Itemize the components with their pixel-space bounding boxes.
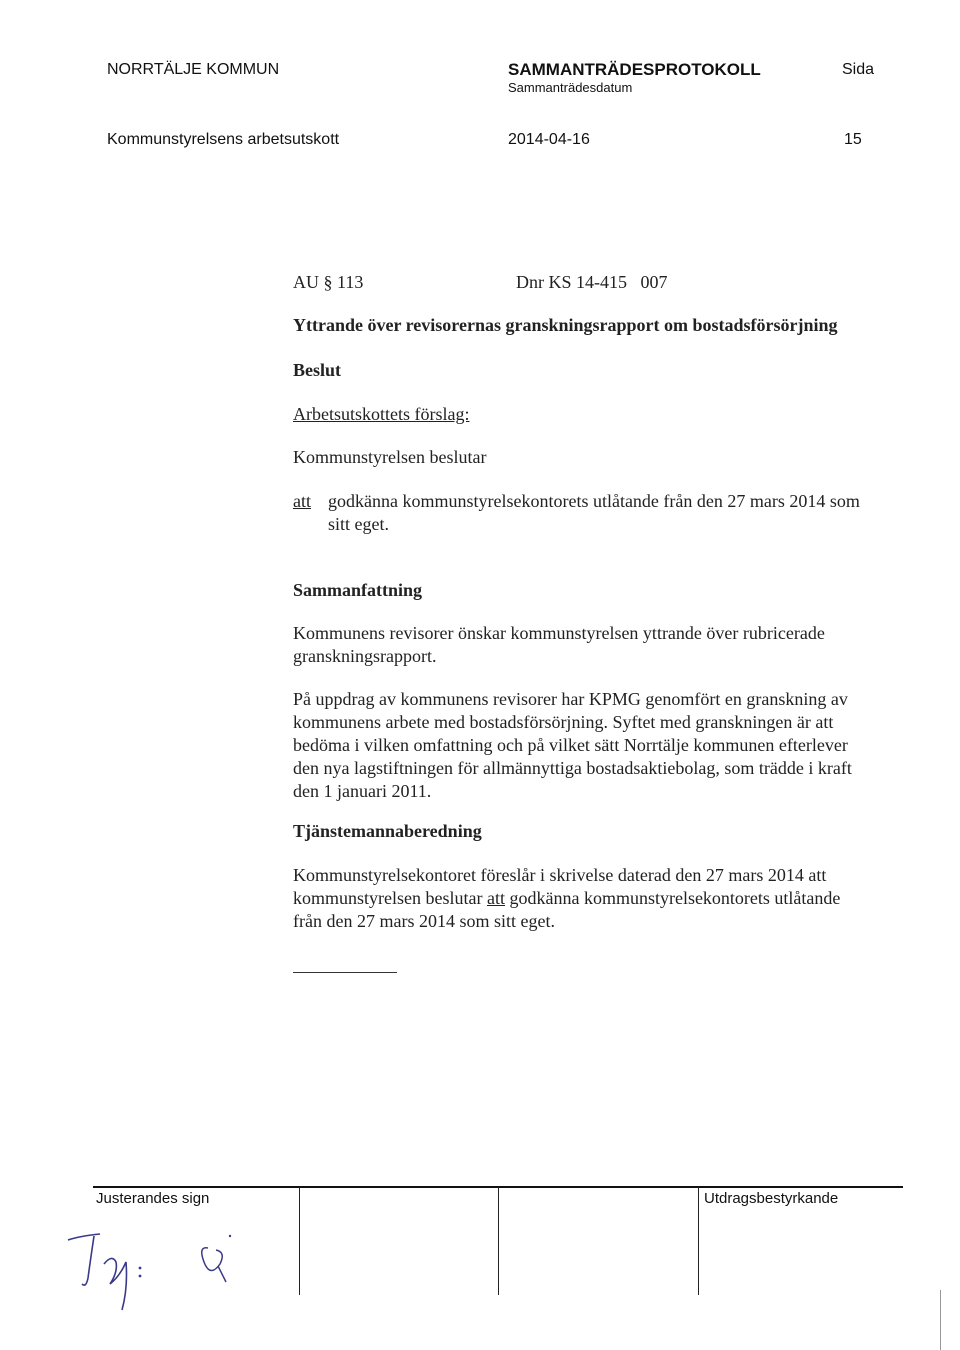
item-title: Yttrande över revisorernas granskningsrapport om bostadsförsörjning: [293, 315, 838, 335]
decision-text-line1: godkänna kommunstyrelsekontorets utlåtande från den 27 mars 2014 som: [328, 491, 860, 511]
decision-text-line2: sitt eget.: [328, 514, 389, 534]
summary-p2-line4: den nya lagstiftningen för allmännyttiga bostadsaktiebolag, som trädde i kraft: [293, 758, 852, 778]
preparation-line2: kommunstyrelsen beslutar att godkänna kommunstyrelsekontorets utlåtande: [293, 888, 841, 908]
paragraph-reference: AU § 113: [293, 272, 364, 292]
end-rule: [293, 972, 397, 973]
decides-text: Kommunstyrelsen beslutar: [293, 447, 487, 467]
meeting-date: 2014-04-16: [508, 131, 590, 148]
certify-label: Utdragsbestyrkande: [704, 1190, 839, 1207]
summary-p2-line1: På uppdrag av kommunens revisorer har KPMG genomfört en granskning av: [293, 689, 848, 709]
scan-edge-line: [940, 1290, 941, 1350]
proposal-label: Arbetsutskottets förslag:: [293, 404, 470, 424]
signature-divider-1: [299, 1187, 300, 1295]
date-label: Sammanträdesdatum: [508, 80, 633, 95]
committee-name: Kommunstyrelsens arbetsutskott: [107, 131, 340, 148]
page-label: Sida: [842, 61, 875, 78]
signature-divider-2: [498, 1187, 499, 1295]
document-type: SAMMANTRÄDESPROTOKOLL: [508, 60, 761, 79]
signature-divider-3: [698, 1187, 699, 1295]
att-label: att: [293, 491, 311, 511]
preparation-line1: Kommunstyrelsekontoret föreslår i skrivelse daterad den 27 mars 2014 att: [293, 865, 827, 885]
summary-p1-line2: granskningsrapport.: [293, 646, 437, 666]
summary-p1-line1: Kommunens revisorer önskar kommunstyrelsen yttrande över rubricerade: [293, 623, 825, 643]
page-number: 15: [844, 131, 862, 148]
municipality-name: NORRTÄLJE KOMMUN: [107, 61, 280, 78]
summary-heading: Sammanfattning: [293, 580, 423, 600]
summary-p2-line3: bedöma i vilken omfattning och på vilket sätt Norrtälje kommunen efterlever: [293, 735, 848, 755]
sign-label: Justerandes sign: [96, 1190, 210, 1207]
summary-p2-line5: den 1 januari 2011.: [293, 781, 432, 801]
preparation-heading: Tjänstemannaberedning: [293, 821, 482, 841]
handwritten-initials: [60, 1218, 260, 1318]
decision-heading: Beslut: [293, 360, 342, 380]
diary-number: Dnr KS 14-415 007: [516, 272, 668, 292]
summary-p2-line2: kommunens arbete med bostadsförsörjning. Syftet med granskningen är att: [293, 712, 834, 732]
preparation-line3: från den 27 mars 2014 som sitt eget.: [293, 911, 555, 931]
